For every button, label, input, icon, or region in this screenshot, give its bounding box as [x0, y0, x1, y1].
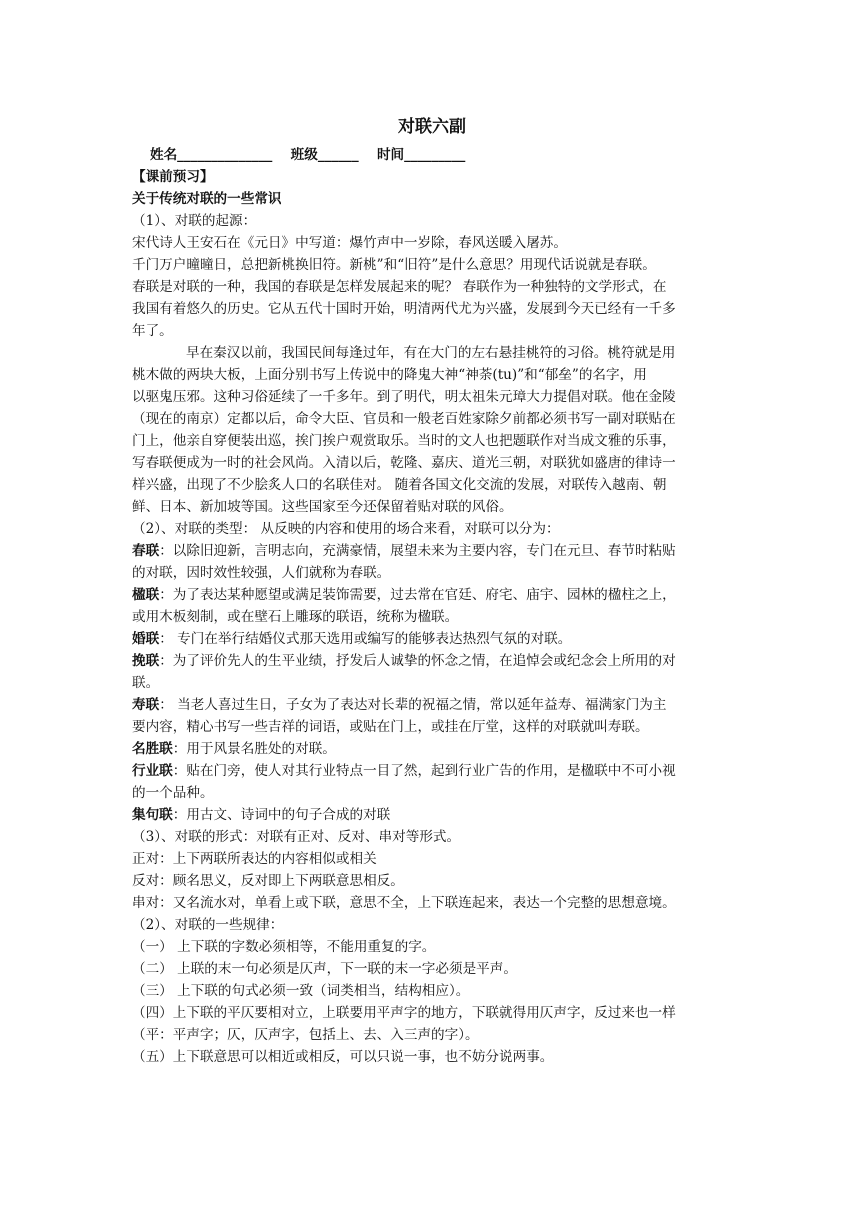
type-text-continued: 联。 [132, 675, 160, 691]
origin-line: 年了。 [132, 323, 173, 339]
forms-line: （3）、对联的形式：对联有正对、反对、串对等形式。 [132, 829, 461, 845]
type-text: ：贴在门旁，使人对其行业特点一目了然，起到行业广告的作用，是楹联中不可小视 [172, 763, 676, 779]
forms-line: 正对：上下两联所表达的内容相似或相关 [132, 851, 377, 867]
type-text: ：为了表达某种愿望或满足装饰需要，过去常在官廷、府宅、庙宇、园林的楹柱之上， [159, 587, 676, 603]
types-heading: （2）、对联的类型： 从反映的内容和使用的场合来看，对联可以分为： [132, 521, 560, 537]
type-text-continued: 或用木板刻制，或在壁石上雕琢的联语，统称为楹联。 [132, 609, 459, 625]
origin-line: 千门万户曈曈日，总把新桃换旧符。新桃”和“旧符”是什么意思？用现代话说就是春联。 [132, 257, 656, 273]
origin-line: 以驱鬼压邪。这种习俗延续了一千多年。到了明代，明太祖朱元璋大力提倡对联。他在金陵 [132, 389, 676, 405]
type-item-scenic [132, 738, 732, 760]
type-text: ：以除旧迎新，言明志向，充满豪情，展望未来为主要内容，专门在元旦、春节时粘贴 [159, 543, 676, 559]
type-item-pillar [132, 584, 732, 606]
type-item-trade [132, 760, 732, 782]
origin-line: 我国有着悠久的历史。它从五代十国时开始，明清两代尤为兴盛，发展到今天已经有一千多 [132, 301, 676, 317]
type-label: 挽联 [132, 653, 160, 669]
type-text: ：用古文、诗词中的句子合成的对联 [172, 807, 391, 823]
rules-line: （一） 上下联的字数必须相等，不能用重复的字。 [132, 939, 436, 955]
time-field[interactable]: 时间_________ [376, 147, 466, 163]
origin-line: 门上，他亲自穿便装出巡，挨门挨户观赏取乐。当时的文人也把题联作对当成文雅的乐事， [132, 433, 676, 449]
rules-line: （三） 上下联的句式必须一致（词类相当，结构相应）。 [132, 983, 470, 999]
name-field[interactable]: 姓名______________ [150, 147, 273, 163]
document-page [132, 112, 732, 1068]
origin-line: （现在的南京）定都以后，命令大臣、官员和一般老百姓家除夕前都必须书写一副对联贴在 [132, 411, 676, 427]
sub-heading: 关于传统对联的一些常识 [132, 191, 282, 207]
origin-paragraph-start: 早在秦汉以前，我国民间每逢过年，有在大门的左右悬挂桃符的习俗。桃符就是用 [186, 345, 676, 361]
type-label: 名胜联 [132, 741, 173, 757]
type-text: ： 专门在举行结婚仪式那天选用或编写的能够表达热烈气氛的对联。 [159, 631, 572, 647]
origin-heading: （1）、对联的起源： [132, 213, 257, 229]
type-text: ： 当老人喜过生日，子女为了表达对长辈的祝福之情，常以延年益寿、福满家门为主 [159, 697, 667, 713]
student-info-row [132, 144, 732, 166]
type-item-collected [132, 804, 732, 826]
type-item-wedding [132, 628, 732, 650]
origin-line: 鲜、日本、新加坡等国。这些国家至今还保留着贴对联的风俗。 [132, 499, 513, 515]
rules-line: （五）上下联意思可以相近或相反，可以只说一事，也不妨分说两事。 [132, 1049, 554, 1065]
type-text-continued: 要内容，精心书写一些吉祥的词语，或贴在门上，或挂在厅堂，这样的对联就叫寿联。 [132, 719, 649, 735]
type-label: 春联 [132, 543, 160, 559]
type-label: 婚联 [132, 631, 160, 647]
type-item-birthday [132, 694, 732, 716]
origin-line: 春联是对联的一种，我国的春联是怎样发展起来的呢？ 春联作为一种独特的文学形式，在 [132, 279, 667, 295]
rules-line: （四）上下联的平仄要相对立，上联要用平声字的地方，下联就得用仄声字，反过来也一样 [132, 1005, 676, 1021]
origin-line: 写春联便成为一时的社会风尚。入清以后，乾隆、嘉庆、道光三朝，对联犹如盛唐的律诗一 [132, 455, 676, 471]
origin-line: 桃木做的两块大板，上面分别书写上传说中的降鬼大神“神荼(tu)”和“郁垒”的名字，用 [132, 367, 647, 383]
forms-line: 串对：又名流水对，单看上或下联，意思不全，上下联连起来，表达一个完整的思想意境。 [132, 895, 676, 911]
section-heading: 【课前预习】 [132, 169, 214, 185]
type-item-elegy [132, 650, 732, 672]
type-label: 集句联 [132, 807, 173, 823]
type-text-continued: 的对联，因时效性较强，人们就称为春联。 [132, 565, 391, 581]
type-text: ：用于风景名胜处的对联。 [172, 741, 336, 757]
class-field[interactable]: 班级______ [290, 147, 359, 163]
origin-line: 宋代诗人王安石在《元日》中写道：爆竹声中一岁除，春风送暖入屠苏。 [132, 235, 567, 251]
rules-line: （二） 上联的末一句必须是仄声，下一联的末一字必须是平声。 [132, 961, 517, 977]
type-label: 寿联 [132, 697, 160, 713]
type-label: 行业联 [132, 763, 173, 779]
rules-line: （2）、对联的一些规律： [132, 917, 284, 933]
type-text-continued: 的一个品种。 [132, 785, 214, 801]
forms-line: 反对：顾名思义，反对即上下两联意思相反。 [132, 873, 404, 889]
type-text: ：为了评价先人的生平业绩，抒发后人诚挚的怀念之情，在追悼会或纪念会上所用的对 [159, 653, 676, 669]
document-title: 对联六副 [398, 117, 466, 137]
type-label: 楹联 [132, 587, 160, 603]
origin-line: 样兴盛，出现了不少脍炙人口的名联佳对。 随着各国文化交流的发展，对联传入越南、朝 [132, 477, 667, 493]
type-item-spring [132, 540, 732, 562]
rules-line: （平：平声字；仄，仄声字，包括上、去、入三声的字）。 [132, 1027, 479, 1043]
